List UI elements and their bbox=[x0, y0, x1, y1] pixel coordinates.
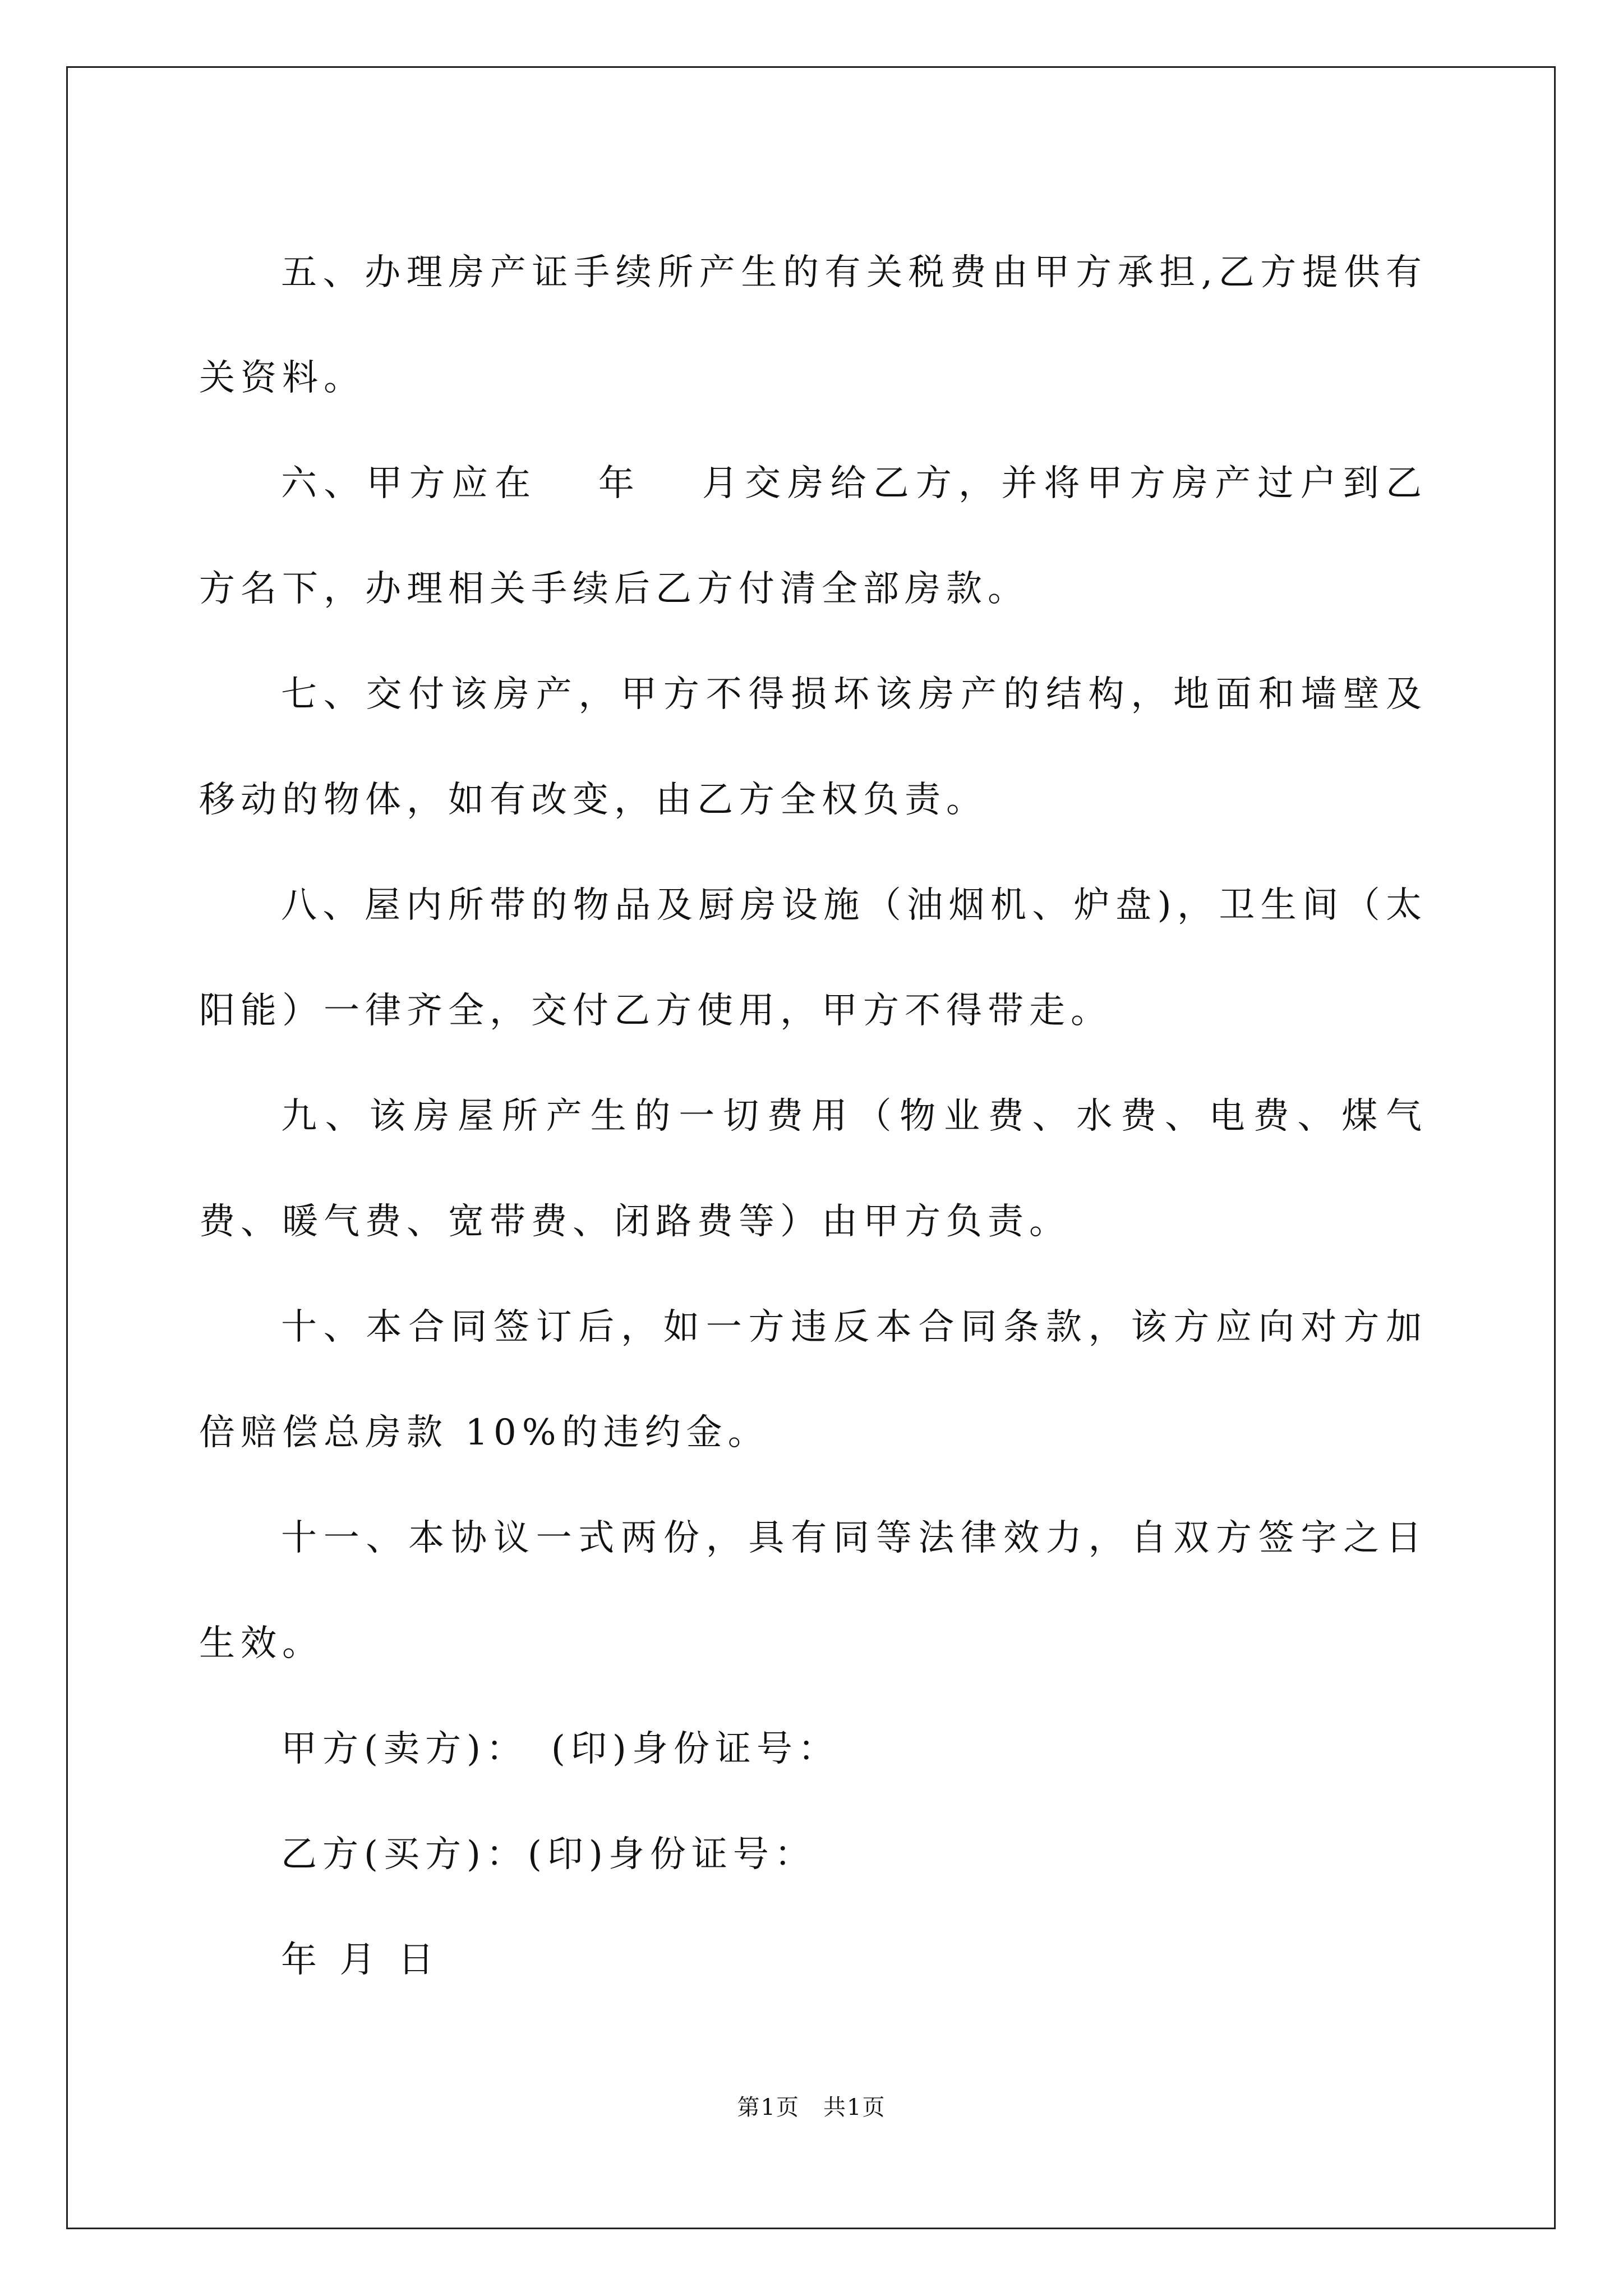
clause-11: 十一、本协议一式两份，具有同等法律效力，自双方签字之日生效。 bbox=[199, 1517, 1427, 1664]
document-body bbox=[199, 220, 1427, 2013]
buyer-signature-line: 乙方(买方)：(印)身份证号： bbox=[281, 1834, 816, 1875]
page-footer: 第1页 共1页 bbox=[737, 2095, 886, 2120]
clause-6: 六、甲方应在 年 月交房给乙方，并将甲方房产过户到乙方名下，办理相关手续后乙方付清全部房款。 bbox=[199, 463, 1427, 610]
clause-9: 九、该房屋所产生的一切费用（物业费、水费、电费、煤气费、暖气费、宽带费、闭路费等）由甲方负责。 bbox=[199, 1096, 1427, 1243]
clause-8: 八、屋内所带的物品及厨房设施（油烟机、炉盘)，卫生间（太阳能）一律齐全，交付乙方使用，甲方不得带走。 bbox=[199, 885, 1427, 1032]
date-line: 年 月 日 bbox=[281, 1939, 440, 1981]
seller-signature-line: 甲方(卖方)： (印)身份证号： bbox=[281, 1728, 840, 1770]
clause-10: 十、本合同签订后，如一方违反本合同条款，该方应向对方加倍赔偿总房款 10%的违约金。 bbox=[199, 1306, 1427, 1453]
clause-5: 五、办理房产证手续所产生的有关税费由甲方承担,乙方提供有关资料。 bbox=[199, 252, 1427, 399]
clause-7: 七、交付该房产，甲方不得损坏该房产的结构，地面和墙壁及移动的物体，如有改变，由乙方全权负责。 bbox=[199, 674, 1427, 821]
